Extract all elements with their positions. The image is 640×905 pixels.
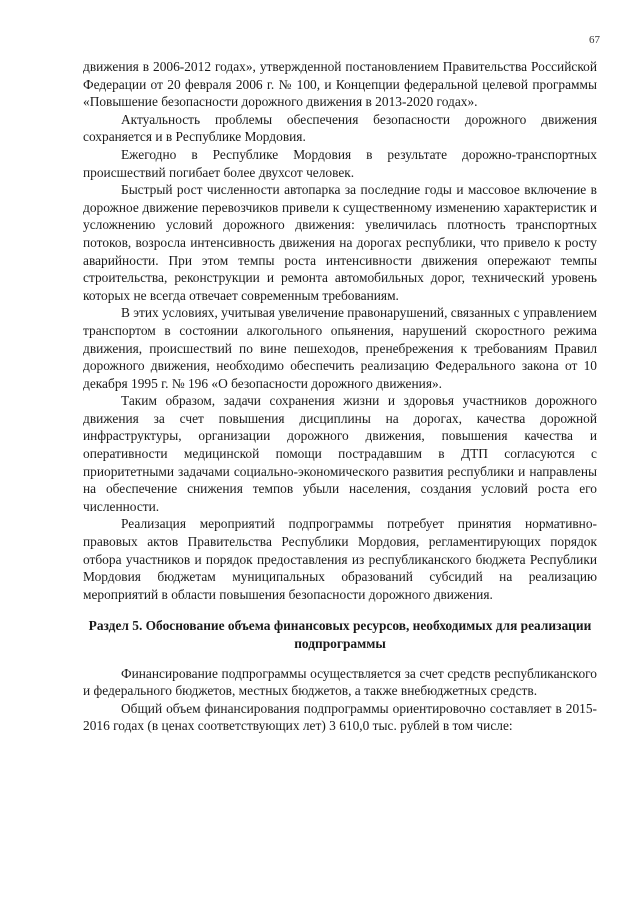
- paragraph: Общий объем финансирования подпрограммы ориентировочно составляет в 2015-2016 годах (в ценах соответствующих лет) 3 610,0 тыс. рублей в том числе:: [83, 700, 597, 734]
- paragraph: Актуальность проблемы обеспечения безопасности дорожного движения сохраняется и в Республике Мордовия.: [83, 111, 597, 145]
- paragraph: Таким образом, задачи сохранения жизни и здоровья участников дорожного движения за счет повышения дисциплины на дорогах, качества дорожной инфраструктуры, организации дорожного движения, повышения качества и оперативности медицинской помощи пострадавшим в ДТП согласуются с приоритетными задачами социально-экономического развития республики и направлены на обеспечение снижения темпов убыли населения, создания условий роста его численности.: [83, 393, 597, 514]
- paragraph: Реализация мероприятий подпрограммы потребует принятия нормативно-правовых актов Правительства Республики Мордовия, регламентирующих порядок отбора участников и порядок предоставления из республиканского бюджета Республики Мордовия бюджетам муниципальных образований субсидий на реализацию мероприятий в области повышения безопасности дорожного движения.: [83, 516, 597, 602]
- page-number: 67: [589, 34, 600, 46]
- paragraph-continuation: движения в 2006-2012 годах», утвержденной постановлением Правительства Российской Федерации от 20 февраля 2006 г. № 100, и Концепции федеральной целевой программы «Повышение безопасности дорожного движения в 2013-2020 годах».: [83, 59, 597, 110]
- section-title: Раздел 5. Обоснование объема финансовых ресурсов, необходимых для реализации подпрограммы: [88, 618, 592, 651]
- paragraph: В этих условиях, учитывая увеличение правонарушений, связанных с управлением транспортом в состоянии алкогольного опьянения, нарушений скоростного режима движения, происшествий по вине пешеходов, пренебрежения к требованиям Правил дорожного движения, необходимо обеспечить реализацию Федерального закона от 10 декабря 1995 г. № 196 «О безопасности дорожного движения».: [83, 305, 597, 391]
- paragraph: Ежегодно в Республике Мордовия в результате дорожно-транспортных происшествий погибает более двухсот человек.: [83, 146, 597, 180]
- body-text: [83, 58, 597, 735]
- paragraph: Финансирование подпрограммы осуществляется за счет средств республиканского и федерального бюджетов, местных бюджетов, а также внебюджетных средств.: [83, 665, 597, 699]
- paragraph: Быстрый рост численности автопарка за последние годы и массовое включение в дорожное движение перевозчиков привели к существенному изменению характеристик и усложнению условий дорожного движения: увеличилась плотность транспортных потоков, возросла интенсивность движения на дорогах республики, что привело к росту аварийности. При этом темпы роста интенсивности движения опережают темпы строительства, реконструкции и ремонта автомобильных дорог, технический уровень которых не всегда отвечает современным требованиям.: [83, 182, 597, 303]
